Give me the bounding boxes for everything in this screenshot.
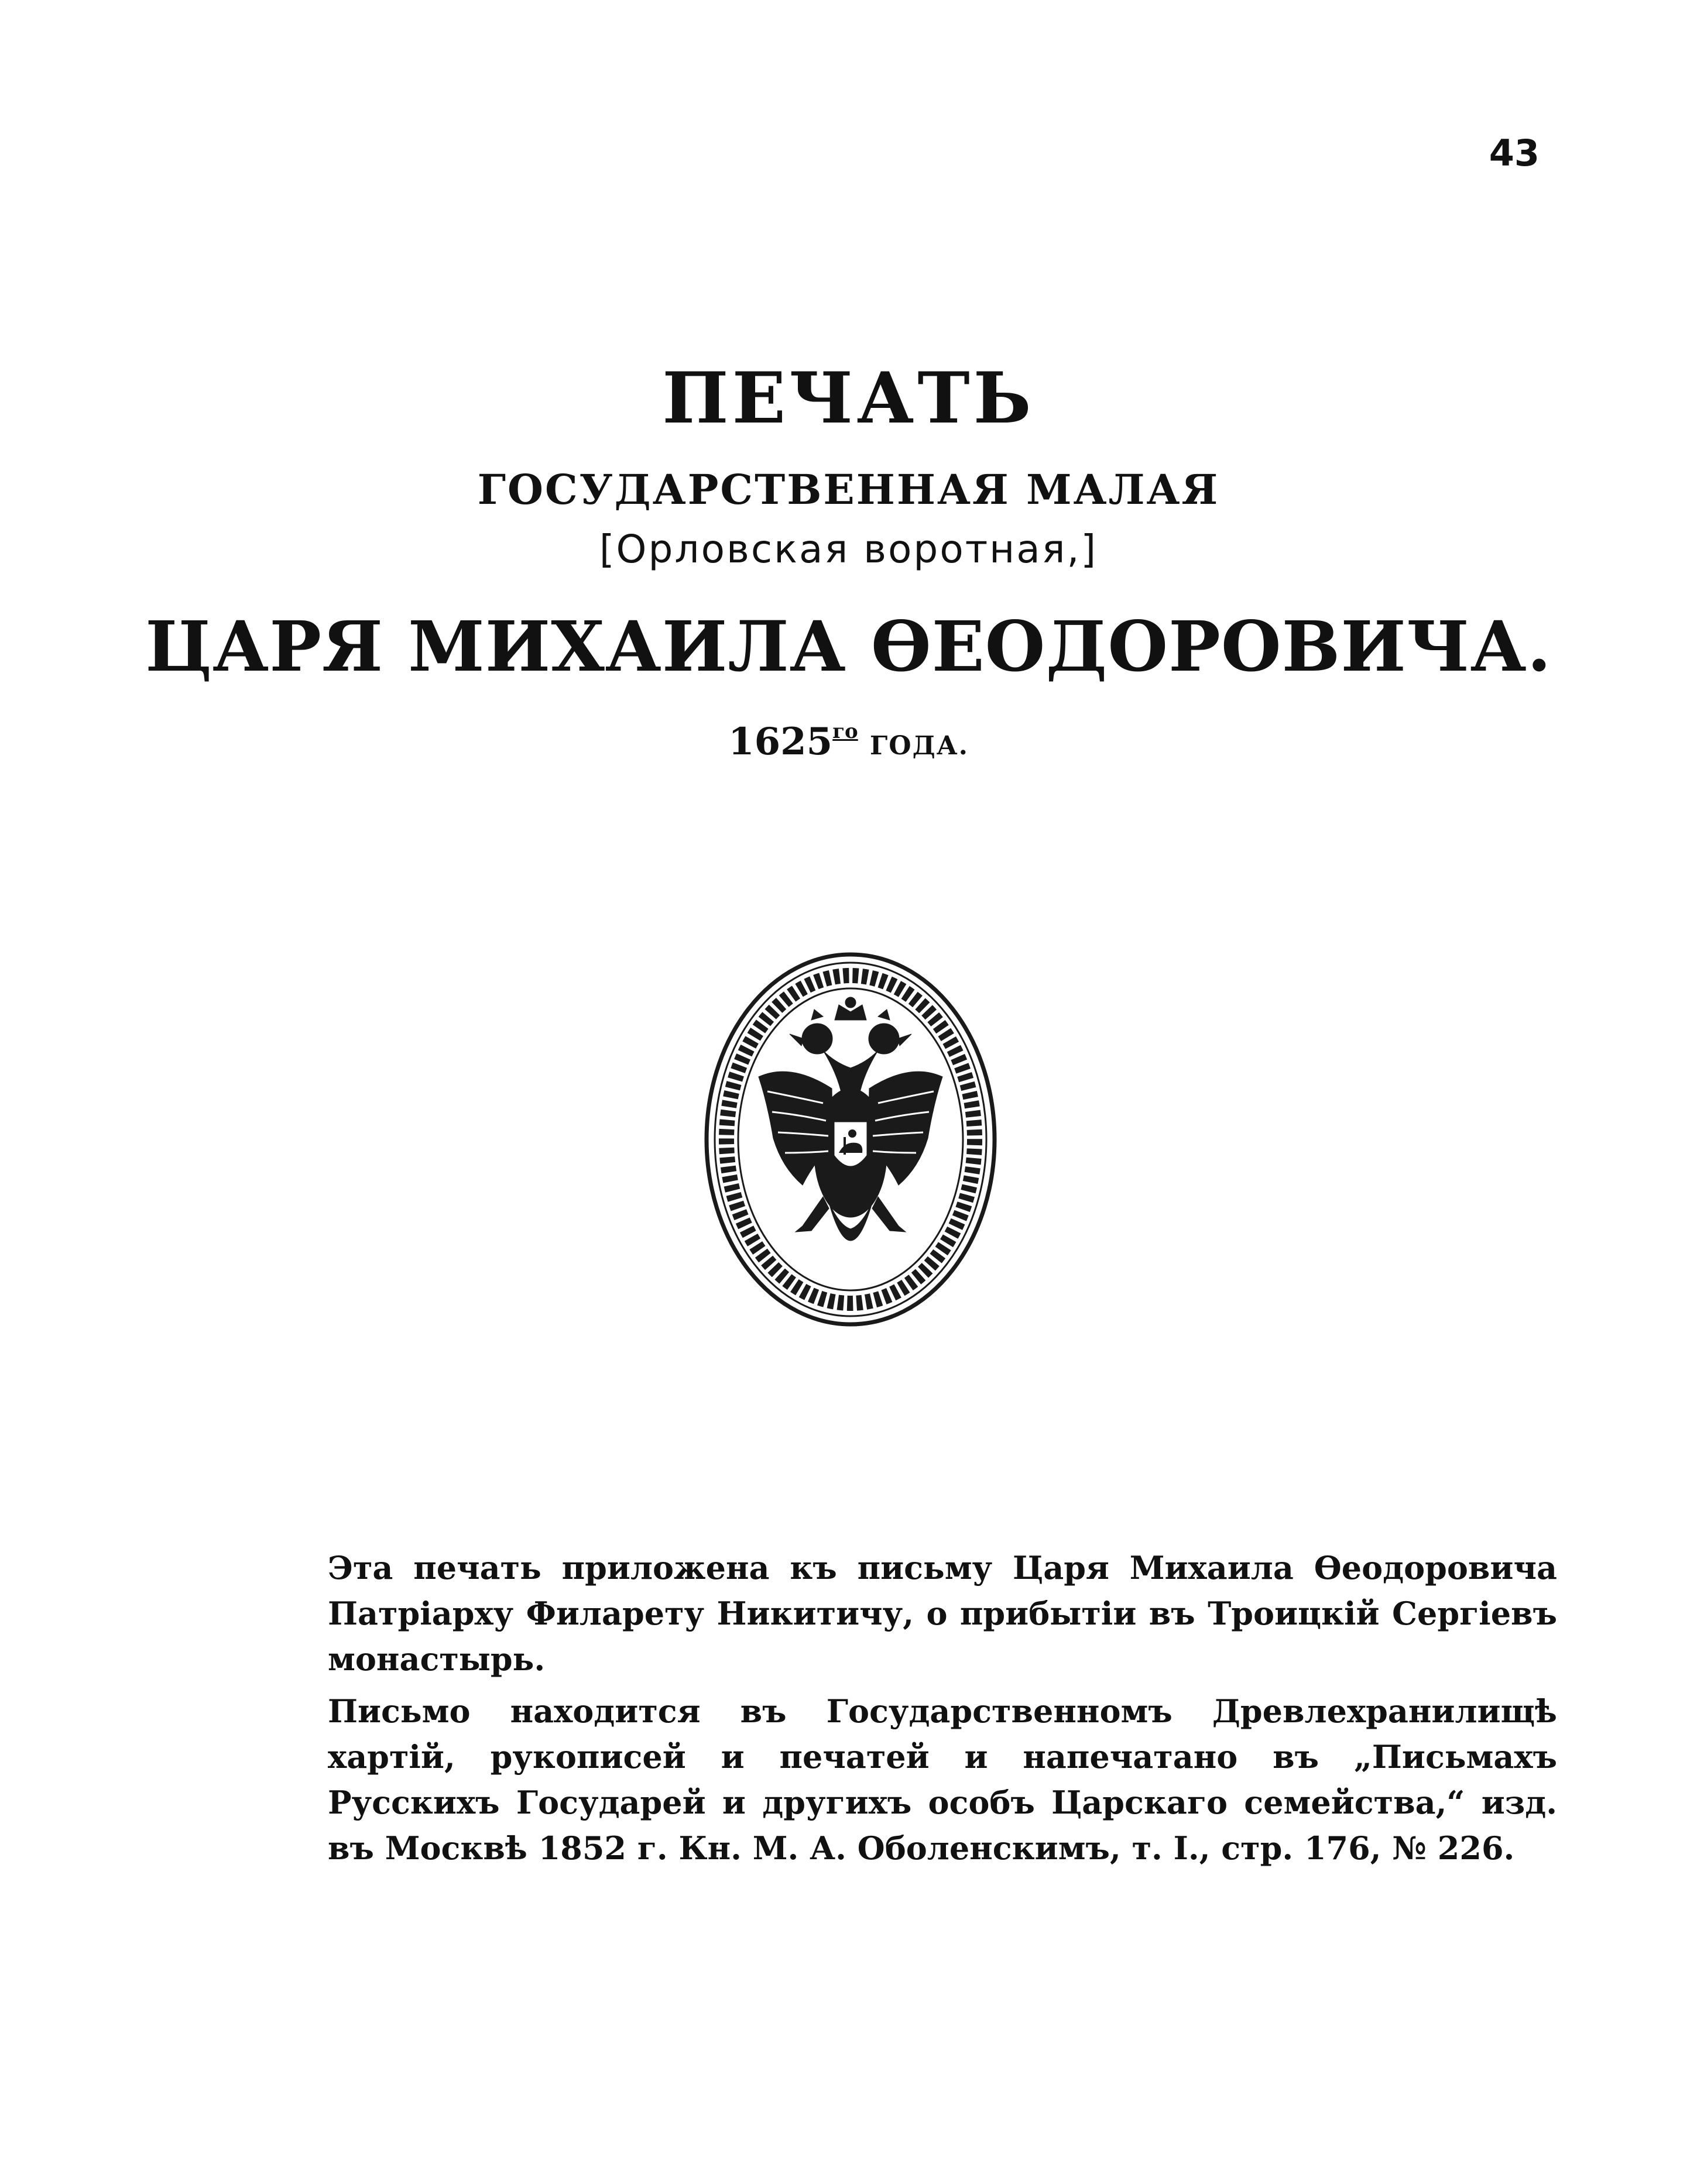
title-tsar-name: ЦАРЯ МИХАИЛА ѲЕОДОРОВИЧА. — [145, 606, 1552, 687]
title-subtitle-seal-type: ГОСУДАРСТВЕННАЯ МАЛАЯ — [477, 465, 1220, 514]
year-suffix: го — [832, 720, 858, 743]
year-number: 1625 — [728, 720, 833, 764]
title-year — [0, 720, 1697, 764]
year-word: ГОДА. — [869, 731, 969, 761]
page-title: ПЕЧАТЬ — [662, 357, 1035, 439]
source-paragraph: Письмо находится въ Государственномъ Древлехранилищѣ хартій, рукописей и печатей и напечатано въ „Письмахъ Русскихъ Государей и другихъ особъ Царскаго семейства,“ изд. въ Москвѣ 1852 г. Кн. М. А. Оболенскимъ, т. I., стр. 176, № 226. — [328, 1692, 1557, 1867]
title-subtitle-seal-name: [Орловская воротная,] — [599, 527, 1098, 572]
double-headed-eagle-seal-icon — [703, 951, 999, 1328]
page-number: 43 — [1489, 132, 1540, 174]
description-paragraph: Эта печать приложена къ письму Царя Михаила Ѳеодоровича Патріарху Филарету Никитичу, о прибытіи въ Троицкій Сергіевъ монастырь. — [328, 1549, 1557, 1678]
